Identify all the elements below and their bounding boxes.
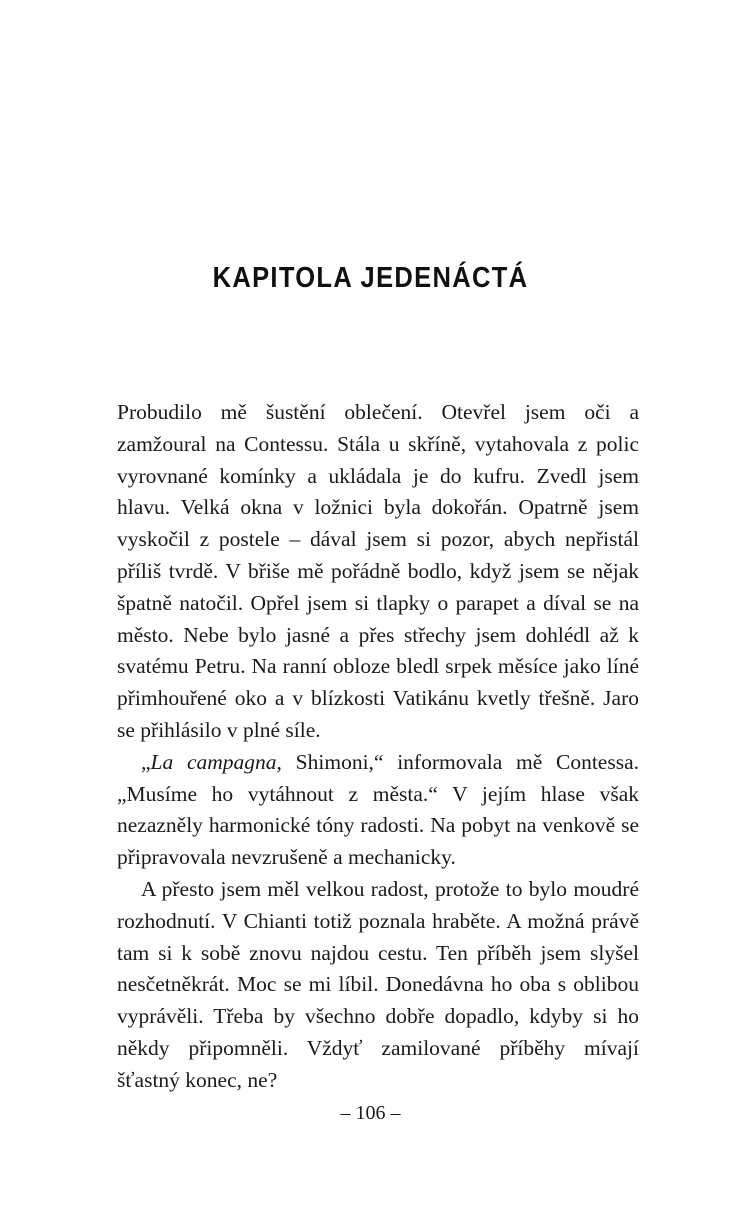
paragraph-2 [117,747,639,874]
page-number: – 106 – [340,1102,401,1124]
chapter-title: KAPITOLA JEDENÁCTÁ [212,262,529,294]
paragraph-1: Probudilo mě šustění oblečení. Otevřel jsem oči a zamžoural na Contessu. Stála u skříně, vytahovala z polic vyrovnané komínky a ukládala je do kufru. Zvedl jsem hlavu. Velká okna v ložnici byla dokořán. Opatrně jsem vyskočil z postele – dával jsem si pozor, abych nepřistál příliš tvrdě. V břiše mě pořádně bodlo, když jsem se nějak špatně natočil. Opřel jsem si tlapky o parapet a díval se na město. Nebe bylo jasné a přes střechy jsem dohlédl až k svatému Petru. Na ranní obloze bledl srpek měsíce jako líné přimhouřené oko a v blízkosti Vatikánu kvetly třešně. Jaro se přihlásilo v plné síle. [117,400,639,742]
opening-quote-mark: „ [141,749,151,774]
italic-phrase: La campagna, [150,749,282,774]
paragraph-2-rest: Shimoni,“ informovala mě Contessa. „Musíme ho vytáhnout z města.“ V jejím hlase však nezazněly harmonické tóny radosti. Na pobyt na venkově se připravovala nevzrušeně a mechanicky. [117,749,639,870]
body-text [117,397,639,1097]
paragraph-3: A přesto jsem měl velkou radost, protože to bylo moudré rozhodnutí. V Chianti totiž poznala hraběte. A možná právě tam si k sobě znovu najdou cestu. Ten příběh jsem slyšel nesčetněkrát. Moc se mi líbil. Donedávna ho oba s oblibou vyprávěli. Třeba by všechno dobře dopadlo, kdyby si ho někdy připomněli. Vždyť zamilované příběhy mívají šťastný konec, ne? [117,876,639,1092]
